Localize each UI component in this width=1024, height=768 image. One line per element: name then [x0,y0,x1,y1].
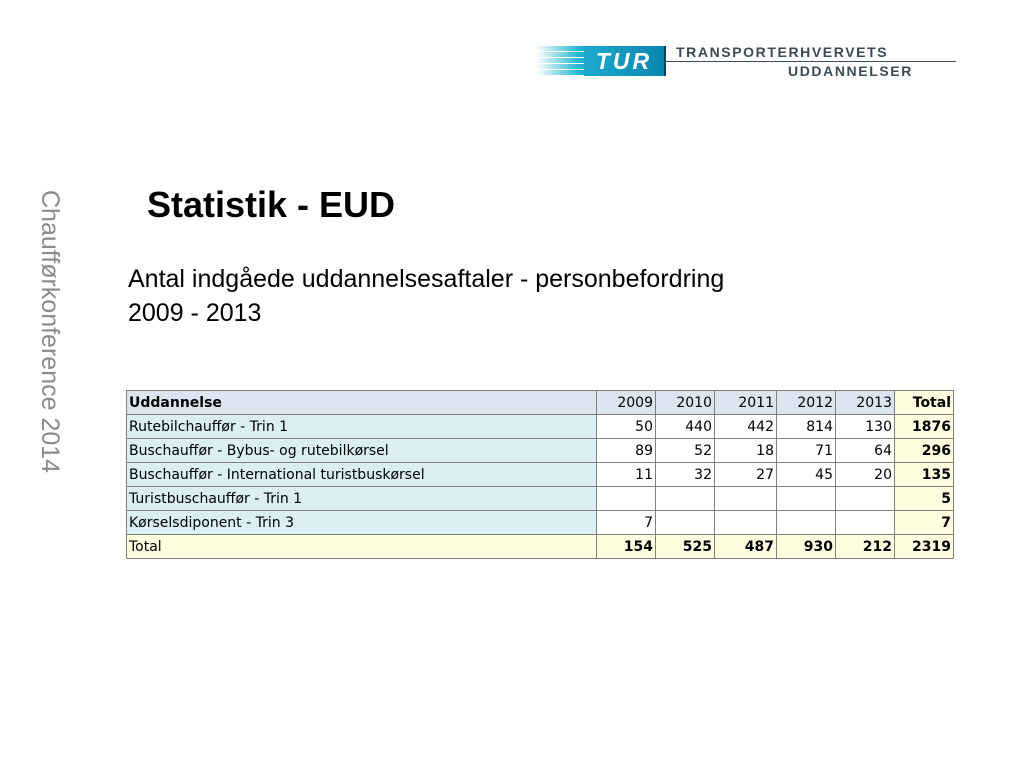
header-cell: 2013 [836,391,895,415]
logo-text-line1: TRANSPORTERHVERVETS [676,44,889,60]
table-cell: 89 [597,439,656,463]
total-cell: 154 [597,535,656,559]
table-row [127,463,954,487]
table-cell: 7 [895,511,954,535]
total-cell: 930 [777,535,836,559]
header-cell: 2011 [715,391,777,415]
table-cell: 135 [895,463,954,487]
table-cell: 11 [597,463,656,487]
total-cell: 2319 [895,535,954,559]
table-cell: 1876 [895,415,954,439]
table-cell: 64 [836,439,895,463]
table-row [127,415,954,439]
header-cell: Total [895,391,954,415]
table-total-row [127,535,954,559]
table-row [127,511,954,535]
total-cell: 212 [836,535,895,559]
page-title: Statistik - EUD [147,184,396,225]
table-cell: 71 [777,439,836,463]
logo-divider [664,61,956,62]
total-cell: Total [127,535,597,559]
table-cell: 296 [895,439,954,463]
header-cell: Uddannelse [127,391,597,415]
table-cell: 130 [836,415,895,439]
side-conference-label: Chaufførkonference 2014 [36,190,64,474]
total-cell: 487 [715,535,777,559]
table-cell: 7 [597,511,656,535]
table-cell: 20 [836,463,895,487]
table-cell: 440 [656,415,715,439]
table-cell: 5 [895,487,954,511]
table-row [127,439,954,463]
total-cell: 525 [656,535,715,559]
subtitle-line2: 2009 - 2013 [128,299,262,327]
table-cell [836,487,895,511]
table-cell: 18 [715,439,777,463]
table-cell: 814 [777,415,836,439]
table-cell [836,511,895,535]
subtitle [128,262,724,330]
table-header-row [127,391,954,415]
logo-brand: TUR [584,46,666,76]
header-cell: 2010 [656,391,715,415]
statistics-table [126,390,954,559]
table-row [127,487,954,511]
table-cell: 50 [597,415,656,439]
table-cell [597,487,656,511]
table-cell: Turistbuschauffør - Trin 1 [127,487,597,511]
table-cell: 32 [656,463,715,487]
header-cell: 2012 [777,391,836,415]
table-cell [777,487,836,511]
table-cell [715,487,777,511]
table-cell: 52 [656,439,715,463]
table-cell [656,511,715,535]
table-cell: Buschauffør - International turistbuskørsel [127,463,597,487]
logo-text-line2: UDDANNELSER [788,63,913,79]
table-cell [715,511,777,535]
table-cell [656,487,715,511]
subtitle-line1: Antal indgåede uddannelsesaftaler - personbefordring [128,265,725,293]
header-cell: 2009 [597,391,656,415]
table-cell: Buschauffør - Bybus- og rutebilkørsel [127,439,597,463]
table-cell: 27 [715,463,777,487]
table-cell [777,511,836,535]
tur-logo [536,44,956,80]
table-cell: 442 [715,415,777,439]
table-cell: 45 [777,463,836,487]
table-cell: Rutebilchauffør - Trin 1 [127,415,597,439]
table-cell: Kørselsdiponent - Trin 3 [127,511,597,535]
